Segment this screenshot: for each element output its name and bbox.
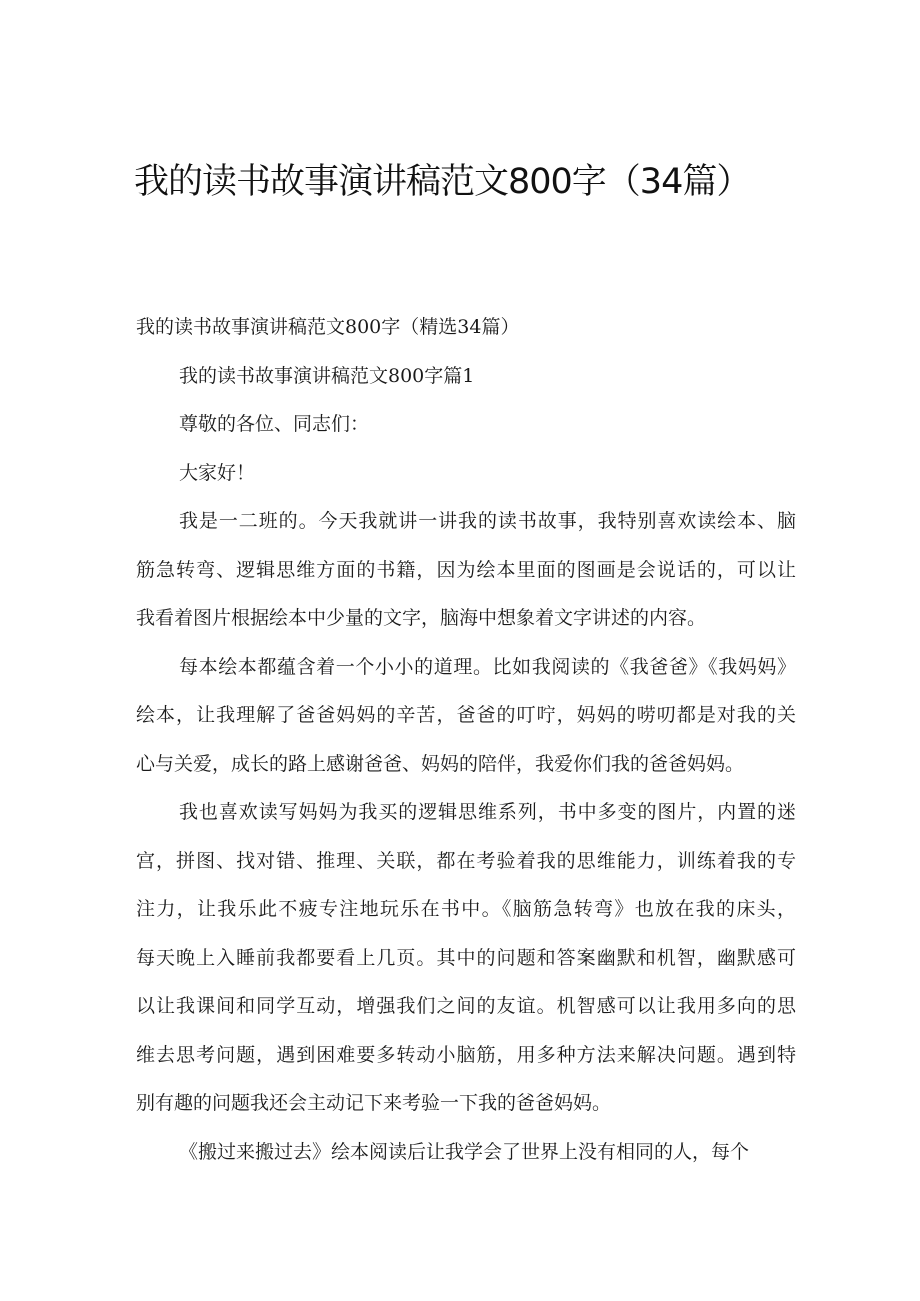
paragraph-line: 我看着图片根据绘本中少量的文字，脑海中想象着文字讲述的内容。 <box>136 607 707 629</box>
greeting: 大家好！ <box>179 461 256 484</box>
paragraph-line: 筋急转弯、逻辑思维方面的书籍，因为绘本里面的图画是会说话的，可以让 <box>136 558 796 581</box>
paragraph-line: 每本绘本都蕴含着一个小小的道理。比如我阅读的《我爸爸》《我妈妈》 <box>179 655 796 678</box>
document-title: 我的读书故事演讲稿范文800字（34篇） <box>134 162 751 202</box>
section-heading: 我的读书故事演讲稿范文800字篇1 <box>179 364 475 387</box>
document-subtitle: 我的读书故事演讲稿范文800字（精选34篇） <box>136 316 520 338</box>
paragraph-line: 每天晚上入睡前我都要看上几页。其中的问题和答案幽默和机智，幽默感可 <box>136 946 796 969</box>
paragraph-line: 我是一二班的。今天我就讲一讲我的读书故事，我特别喜欢读绘本、脑 <box>179 510 796 532</box>
paragraph-line: 以让我课间和同学互动，增强我们之间的友谊。机智感可以让我用多向的思 <box>136 995 796 1017</box>
paragraph-line: 《搬过来搬过去》绘本阅读后让我学会了世界上没有相同的人，每个 <box>179 1140 750 1163</box>
paragraph-line: 绘本，让我理解了爸爸妈妈的辛苦，爸爸的叮咛，妈妈的唠叨都是对我的关 <box>136 704 796 726</box>
paragraph-line: 别有趣的问题我还会主动记下来考验一下我的爸爸妈妈。 <box>136 1092 612 1114</box>
paragraph-line: 注力，让我乐此不疲专注地玩乐在书中。《脑筋急转弯》也放在我的床头， <box>136 898 796 920</box>
paragraph-line: 心与关爱，成长的路上感谢爸爸、妈妈的陪伴，我爱你们我的爸爸妈妈。 <box>136 752 745 775</box>
document-body <box>136 303 796 1176</box>
paragraph-line: 宫，拼图、找对错、推理、关联，都在考验着我的思维能力，训练着我的专 <box>136 849 796 872</box>
paragraph-line: 我也喜欢读写妈妈为我买的逻辑思维系列，书中多变的图片，内置的迷 <box>179 801 796 823</box>
paragraph-line: 维去思考问题，遇到困难要多转动小脑筋，用多种方法来解决问题。遇到特 <box>136 1043 796 1066</box>
salutation: 尊敬的各位、同志们： <box>179 413 370 435</box>
